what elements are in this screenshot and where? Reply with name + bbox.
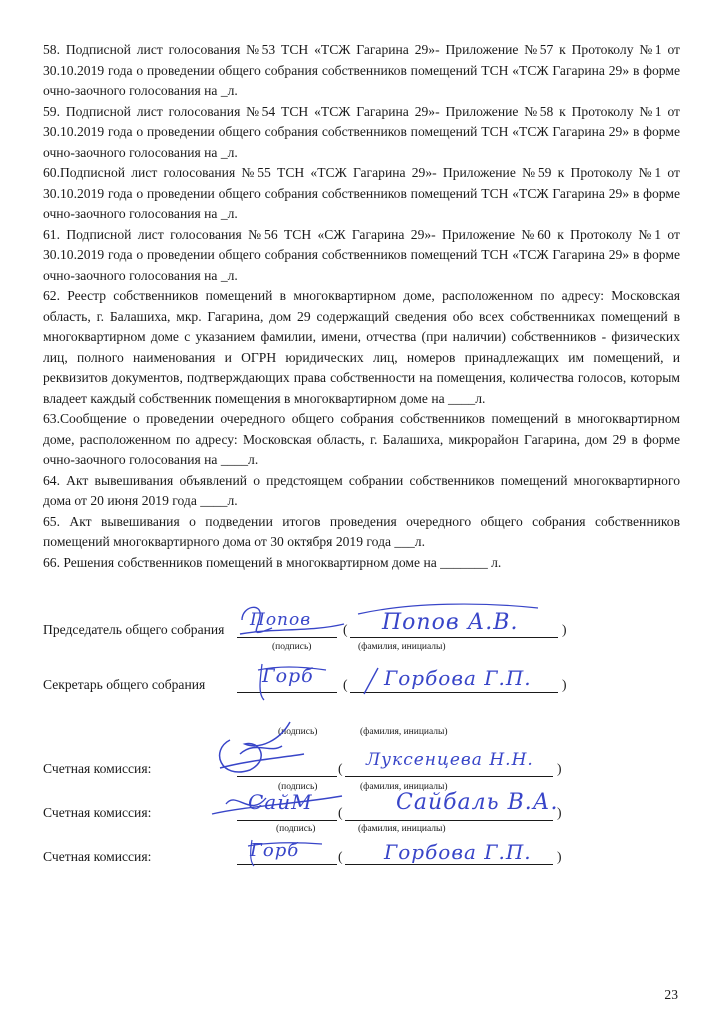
open-paren: ( bbox=[343, 622, 348, 637]
name-line bbox=[345, 776, 553, 777]
open-paren: ( bbox=[343, 677, 348, 692]
commission-3-handwritten-signature: Горб bbox=[250, 840, 300, 861]
list-item: 64. Акт вывешивания объявлений о предстоящем собрании собственников помещений многоквартирного дома от 20 июня 2019 года ____л. bbox=[43, 472, 680, 508]
commission-label: Счетная комиссия: bbox=[43, 761, 152, 776]
commission-2-signature-stroke bbox=[206, 784, 346, 824]
name-caption: (фамилия, инициалы) bbox=[358, 642, 446, 652]
list-item: 62. Реестр собственников помещений в многоквартирном доме, расположенном по адресу: Московская область, г. Балашиха, мкр. Гагарина, дом 29 содержащий сведения обо всех собственниках помещений в многоквартирном доме с указанием фамилии, имени, отчества (при наличии) собственников - физических лиц, полного наименования и ОГРН юридических лиц, номеров принадлежащих им помещений, и реквизитов документов, подтверждающих права собственности на помещения, количества голосов, которым владеет каждый собственник помещения в многоквартирном доме на ____л. bbox=[43, 288, 680, 406]
commission-label: Счетная комиссия: bbox=[43, 805, 152, 820]
commission-1-signature-stroke bbox=[200, 710, 310, 785]
name-line bbox=[345, 864, 553, 865]
commission-2-handwritten-name: Сайбаль В.А. bbox=[396, 790, 559, 815]
open-paren: ( bbox=[338, 805, 343, 820]
commission-2-handwritten-signature: СайМ bbox=[248, 790, 313, 814]
open-paren: ( bbox=[338, 849, 343, 864]
name-caption: (фамилия, инициалы) bbox=[358, 824, 446, 834]
secretary-handwritten-name: Горбова Г.П. bbox=[384, 666, 532, 690]
close-paren: ) bbox=[557, 761, 562, 776]
close-paren: ) bbox=[562, 677, 567, 692]
commission-label: Счетная комиссия: bbox=[43, 849, 152, 864]
list-item: 59. Подписной лист голосования №54 ТСН «ТСЖ Гагарина 29»- Приложение №58 к Протоколу №1 от 30.10.2019 года о проведении общего собрания собственников помещений ТСН «ТСЖ Гагарина 29» в форме очно-заочного голосования на _л. bbox=[43, 103, 680, 160]
chairman-handwritten-signature: Попов bbox=[250, 610, 312, 630]
secretary-label: Секретарь общего собрания bbox=[43, 677, 206, 692]
signature-caption: (подпись) bbox=[272, 642, 312, 652]
name-caption: (фамилия, инициалы) bbox=[360, 782, 448, 792]
commission-1-handwritten-name: Луксенцева Н.Н. bbox=[366, 750, 534, 770]
secretary-name-stroke bbox=[356, 664, 386, 698]
chairman-name-stroke bbox=[352, 600, 542, 640]
name-line bbox=[345, 820, 553, 821]
page-number: 23 bbox=[664, 987, 678, 1002]
chairman-handwritten-name: Попов А.В. bbox=[382, 610, 519, 635]
attachments-list bbox=[43, 40, 680, 573]
list-item: 63.Сообщение о проведении очередного общего собрания собственников помещений в многоквартирном доме, расположенном по адресу: Московская область, г. Балашиха, микрорайон Гагарина, дом 29 в форме очно-заочного голосования на ____л. bbox=[43, 411, 680, 467]
signature-caption: (подпись) bbox=[276, 824, 316, 834]
list-item: 66. Решения собственников помещений в многоквартирном доме на _______ л. bbox=[43, 554, 502, 570]
secretary-handwritten-signature: Горб bbox=[262, 665, 314, 687]
signature-caption: (подпись) bbox=[278, 782, 318, 792]
list-item: 58. Подписной лист голосования №53 ТСН «ТСЖ Гагарина 29»- Приложение №57 к Протоколу №1 от 30.10.2019 года о проведении общего собрания собственников помещений ТСН «ТСЖ Гагарина 29» в форме очно-заочного голосования на _л. bbox=[43, 42, 680, 98]
chairman-signature-stroke bbox=[232, 598, 352, 642]
list-item: 60.Подписной лист голосования №55 ТСН «ТСЖ Гагарина 29»- Приложение №59 к Протоколу №1 от 30.10.2019 года о проведении общего собрания собственников помещений ТСН «ТСЖ Гагарина 29» в форме очно-заочного голосования на _л. bbox=[43, 165, 680, 221]
signature-caption: (подпись) bbox=[278, 727, 318, 737]
chairman-label: Председатель общего собрания bbox=[43, 622, 225, 637]
list-item: 61. Подписной лист голосования №56 ТСН «СЖ Гагарина 29»- Приложение №60 к Протоколу №1 от 30.10.2019 года о проведении общего собрания собственников помещений ТСН «ТСЖ Гагарина 29» в форме очно-заочного голосования на _л. bbox=[43, 226, 680, 283]
close-paren: ) bbox=[557, 805, 562, 820]
list-item: 65. Акт вывешивания о подведении итогов проведения очередного общего собрания собственников помещений многоквартирного дома от 30 октября 2019 года ___л. bbox=[43, 513, 680, 549]
close-paren: ) bbox=[557, 849, 562, 864]
open-paren: ( bbox=[338, 761, 343, 776]
secretary-signature-stroke bbox=[248, 660, 338, 702]
close-paren: ) bbox=[562, 622, 567, 637]
commission-3-handwritten-name: Горбова Г.П. bbox=[384, 840, 532, 864]
commission-3-signature-stroke bbox=[240, 836, 330, 870]
name-caption: (фамилия, инициалы) bbox=[360, 727, 448, 737]
